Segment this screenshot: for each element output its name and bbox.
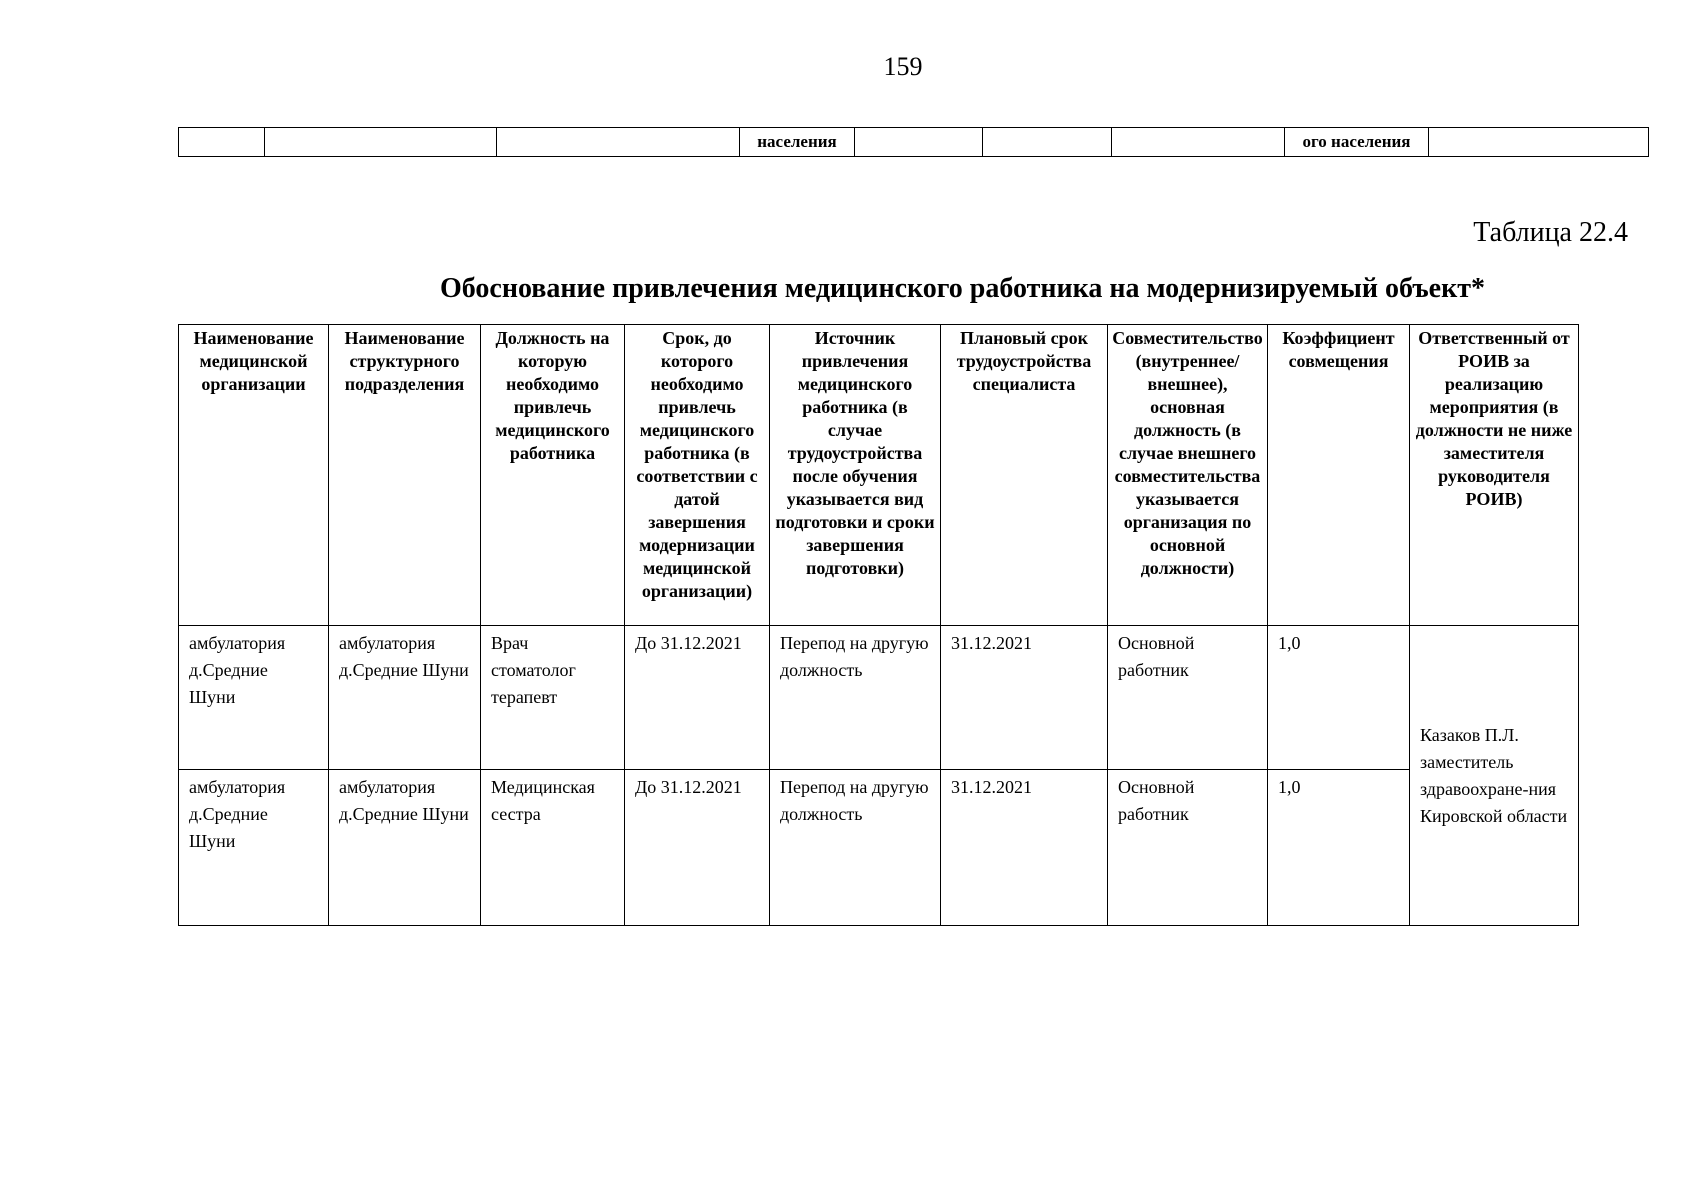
continuation-cell: ого населения	[1285, 128, 1429, 157]
cell-coefficient: 1,0	[1268, 770, 1410, 926]
continuation-cell	[855, 128, 983, 157]
column-header-responsible: Ответственный от РОИВ за реализацию мероприятия (в должности не ниже заместителя руководителя РОИВ)	[1410, 325, 1579, 626]
cell-subdivision: амбулатория д.Средние Шуни	[329, 626, 481, 770]
cell-source: Перепод на другую должность	[770, 626, 941, 770]
cell-planned-date: 31.12.2021	[941, 770, 1108, 926]
cell-source: Перепод на другую должность	[770, 770, 941, 926]
cell-coefficient: 1,0	[1268, 626, 1410, 770]
table-row	[179, 770, 1579, 926]
column-header-source: Источник привлечения медицинского работника (в случае трудоустройства после обучения указывается вид подготовки и сроки завершения подготовки)	[770, 325, 941, 626]
continuation-cell	[497, 128, 740, 157]
cell-organization: амбулатория д.Средние Шуни	[179, 626, 329, 770]
continuation-cell: населения	[740, 128, 855, 157]
column-header-deadline: Срок, до которого необходимо привлечь медицинского работника (в соответствии с датой завершения модернизации медицинской организации)	[625, 325, 770, 626]
header-row	[179, 325, 1579, 626]
table-row	[179, 626, 1579, 770]
cell-planned-date: 31.12.2021	[941, 626, 1108, 770]
table-title: Обоснование привлечения медицинского работника на модернизируемый объект*	[440, 273, 1485, 304]
continuation-cell	[265, 128, 497, 157]
cell-combination: Основной работник	[1108, 626, 1268, 770]
page-number: 159	[883, 52, 923, 81]
continuation-table	[178, 127, 1649, 157]
column-header-subdivision: Наименование структурного подразделения	[329, 325, 481, 626]
continuation-cell	[179, 128, 265, 157]
cell-combination: Основной работник	[1108, 770, 1268, 926]
cell-deadline: До 31.12.2021	[625, 770, 770, 926]
continuation-cell	[1429, 128, 1649, 157]
column-header-combination: Совместительство (внутреннее/внешнее), основная должность (в случае внешнего совместительства указывается организация по основной должности)	[1108, 325, 1268, 626]
justification-table	[178, 324, 1579, 926]
column-header-planned-date: Плановый срок трудоустройства специалиста	[941, 325, 1108, 626]
column-header-coefficient: Коэффициент совмещения	[1268, 325, 1410, 626]
table-label: Таблица 22.4	[1473, 217, 1628, 248]
column-header-organization: Наименование медицинской организации	[179, 325, 329, 626]
cell-position: Врач стоматолог терапевт	[481, 626, 625, 770]
continuation-cell	[983, 128, 1112, 157]
cell-deadline: До 31.12.2021	[625, 626, 770, 770]
continuation-cell	[1112, 128, 1285, 157]
cell-subdivision: амбулатория д.Средние Шуни	[329, 770, 481, 926]
column-header-position: Должность на которую необходимо привлечь медицинского работника	[481, 325, 625, 626]
continuation-row	[179, 128, 1649, 157]
cell-responsible: Казаков П.Л. заместитель здравоохране-ния Кировской области	[1410, 626, 1579, 926]
cell-position: Медицинская сестра	[481, 770, 625, 926]
cell-organization: амбулатория д.Средние Шуни	[179, 770, 329, 926]
